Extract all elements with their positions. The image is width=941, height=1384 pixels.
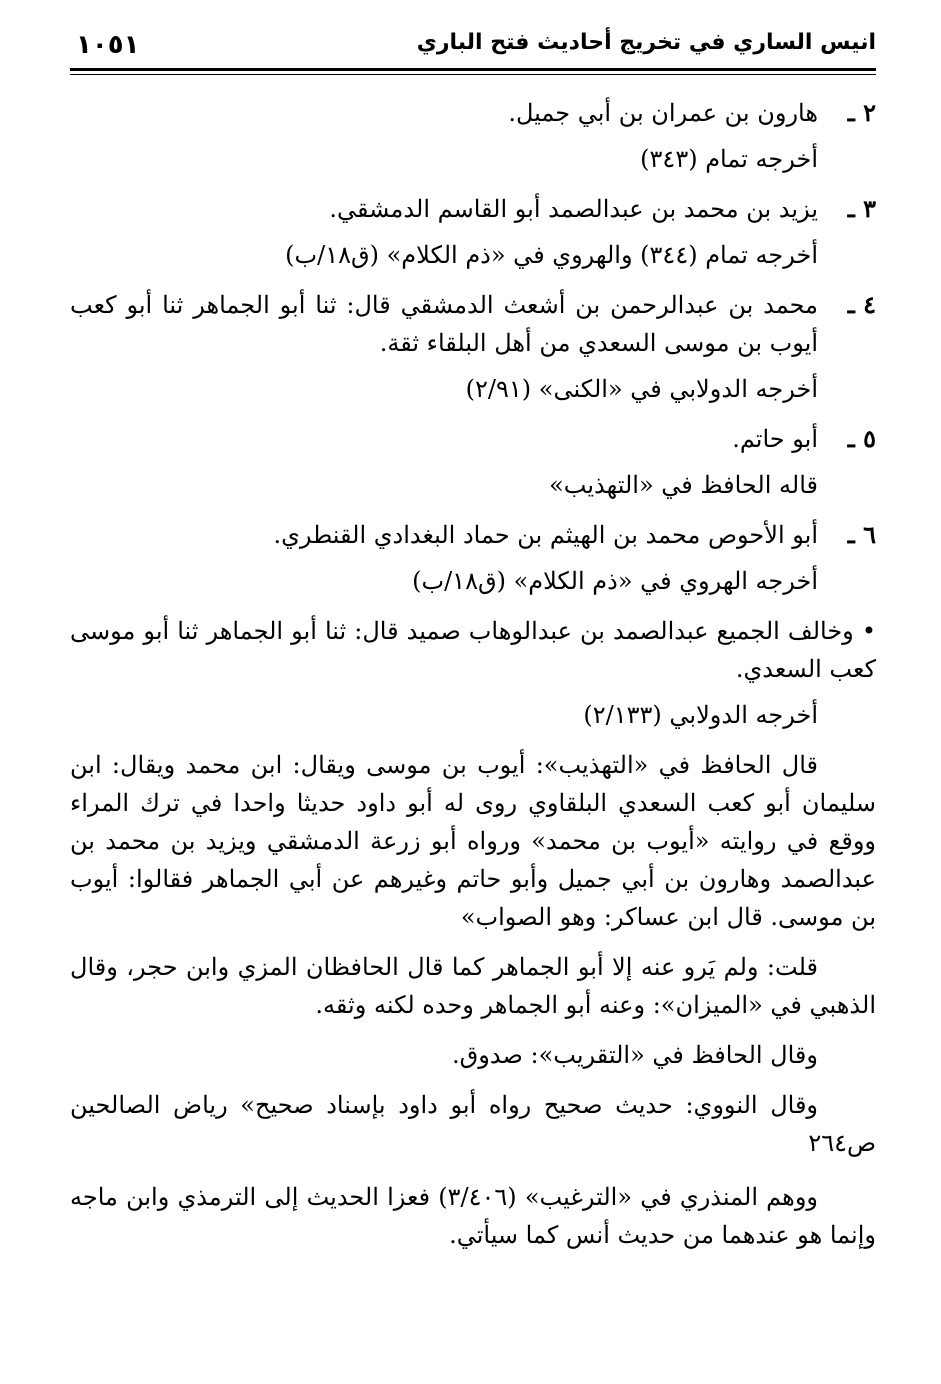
narrator-entry-3 xyxy=(70,190,876,274)
entry-source: أخرجه تمام (٣٤٤) والهروي في «ذم الكلام» (ق١٨/ب) xyxy=(285,241,818,269)
paragraph-mundhiri: ووهم المنذري في «الترغيب» (٣/٤٠٦) فعزا الحديث إلى الترمذي وابن ماجه وإنما هو عندهما من حديث أنس كما سيأتي. xyxy=(70,1183,876,1249)
entry-number: ٥ ـ xyxy=(847,424,876,453)
header-rule-thick xyxy=(70,68,876,71)
paragraph-nawawi: وقال النووي: حديث صحيح رواه أبو داود بإسناد صحيح» رياض الصالحين ص٢٦٤ xyxy=(70,1091,876,1157)
entry-number: ٤ ـ xyxy=(847,290,876,319)
entry-text: محمد بن عبدالرحمن بن أشعث الدمشقي قال: ثنا أبو الجماهر ثنا أبو كعب أيوب بن موسى السعدي من أهل البلقاء ثقة. xyxy=(70,291,818,357)
entry-text: هارون بن عمران بن أبي جميل. xyxy=(508,99,818,127)
entry-number: ٣ ـ xyxy=(847,194,876,223)
paragraph-author-note: قلت: ولم يَرو عنه إلا أبو الجماهر كما قال الحافظان المزي وابن حجر، وقال الذهبي في «الميزان»: وعنه أبو الجماهر وحده لكنه وثقه. xyxy=(70,953,876,1019)
entry-source: أخرجه تمام (٣٤٣) xyxy=(640,145,818,173)
paragraph-taqrib: وقال الحافظ في «التقريب»: صدوق. xyxy=(452,1041,818,1069)
entry-number: ٢ ـ xyxy=(847,98,876,127)
running-title: انيس الساري في تخريج أحاديث فتح الباري xyxy=(416,30,876,55)
entry-text: يزيد بن محمد بن عبدالصمد أبو القاسم الدمشقي. xyxy=(329,195,818,223)
narrator-entry-5 xyxy=(70,420,876,504)
entry-number: ٦ ـ xyxy=(847,520,876,549)
entry-text: أبو الأحوص محمد بن الهيثم بن حماد البغدادي القنطري. xyxy=(273,521,818,549)
narrator-entry-4 xyxy=(70,286,876,408)
entry-source: أخرجه الدولابي في «الكنى» (٢/٩١) xyxy=(465,375,818,403)
narrator-entry-2 xyxy=(70,94,876,178)
entry-source: أخرجه الهروي في «ذم الكلام» (ق١٨/ب) xyxy=(412,567,818,595)
narrator-entry-6 xyxy=(70,516,876,600)
dissent-source: أخرجه الدولابي (٢/١٣٣) xyxy=(583,701,818,729)
dissent-block xyxy=(70,612,876,734)
page-header xyxy=(70,28,876,68)
page-number: ١٠٥١ xyxy=(76,30,140,60)
paragraph-hafiz-tahdhib: قال الحافظ في «التهذيب»: أيوب بن موسى ويقال: ابن محمد ويقال: ابن سليمان أبو كعب السعدي البلقاوي روى له أبو داود حديثا واحدا في ترك المراء ووقع في روايته «أيوب بن محمد» ورواه أبو زرعة الدمشقي ويزيد بن محمد بن عبدالصمد وهارون بن أبي جميل وأبو حاتم وغيرهم عن أبي الجماهر فقالوا: أيوب بن موسى. قال ابن عساكر: وهو الصواب» xyxy=(70,751,876,931)
entry-source: قاله الحافظ في «التهذيب» xyxy=(549,471,818,499)
entry-text: أبو حاتم. xyxy=(732,425,818,453)
page-body xyxy=(70,94,876,1254)
header-rule-thin xyxy=(70,74,876,75)
dissent-text: • وخالف الجميع عبدالصمد بن عبدالوهاب صميد قال: ثنا أبو الجماهر ثنا أبو موسى كعب السعدي. xyxy=(70,617,876,683)
